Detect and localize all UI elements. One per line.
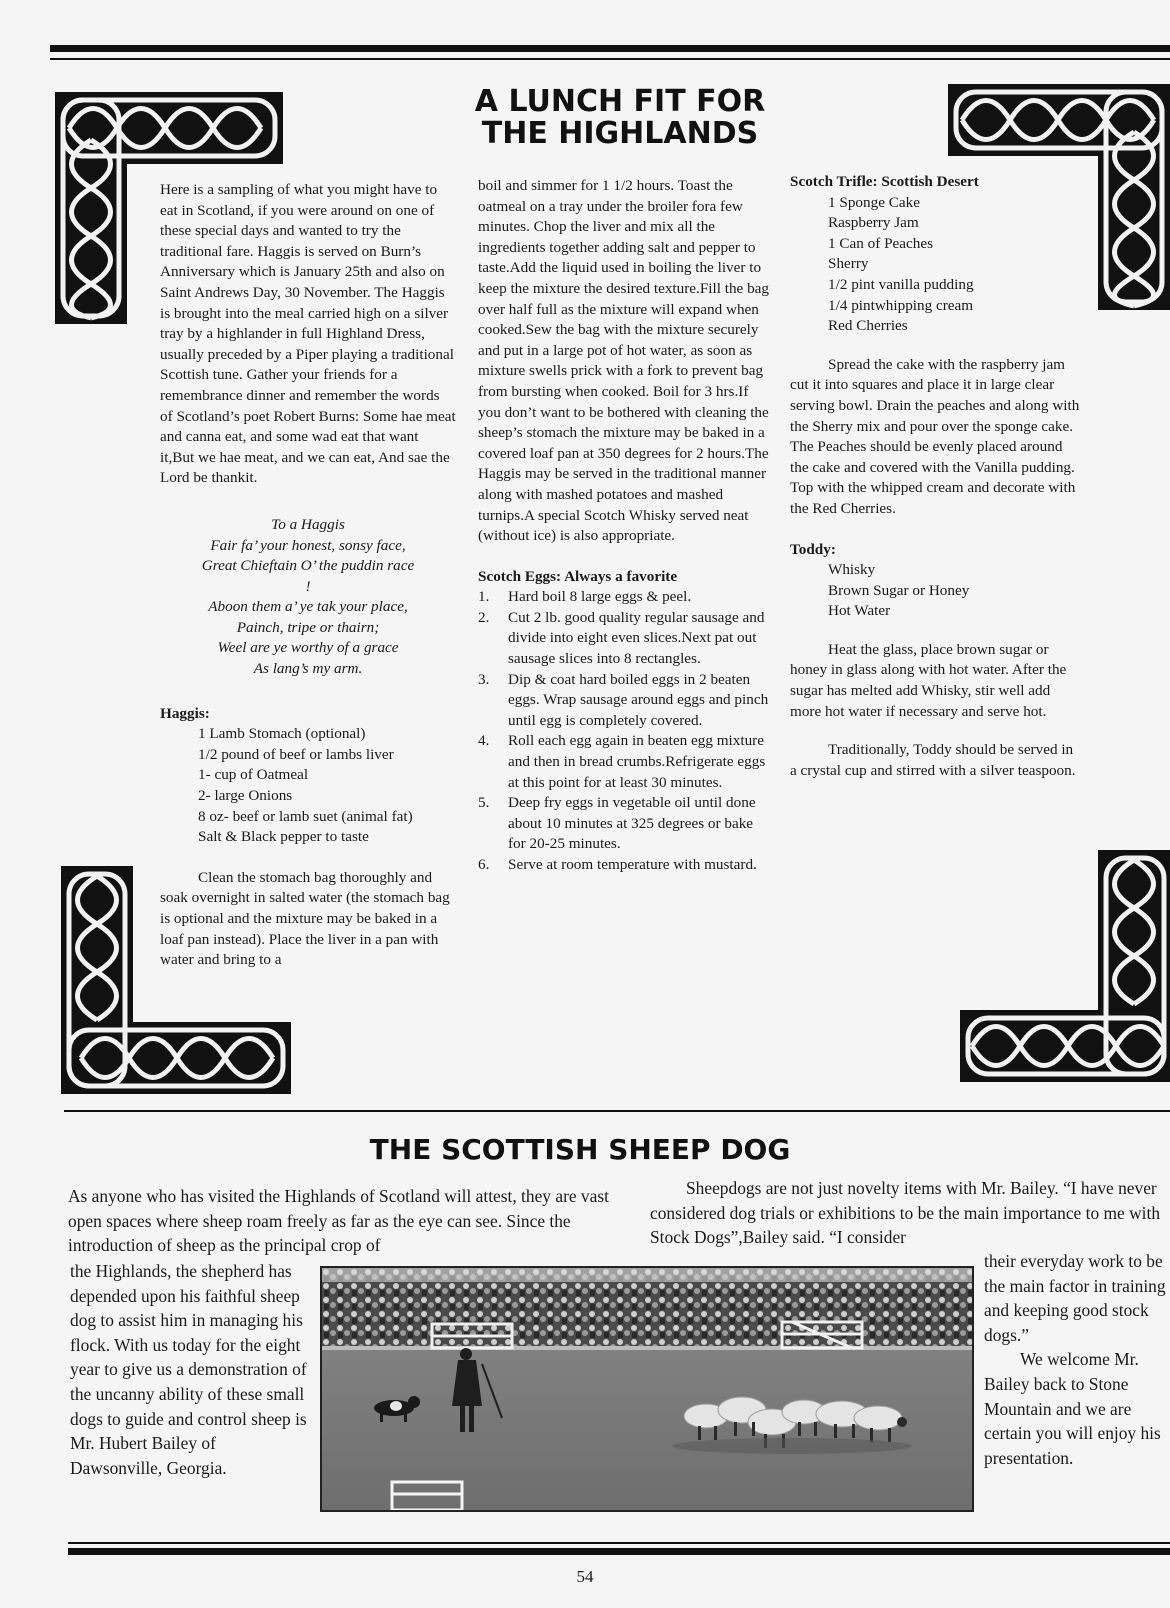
trifle-method: Spread the cake with the raspberry jam cut it into squares and place it in large clear serving bowl. Drain the peaches and along with the Sherry mix and pour over the sponge cake. The Peaches should be evenly placed around the cake and covered with the Vanilla pudding. Top with the whipped cream and decorate with the Red Cherries. xyxy=(790,355,1080,517)
bottom-rule-thick xyxy=(68,1548,1170,1555)
lunch-title-line2: THE HIGHLANDS xyxy=(481,116,759,151)
ingredient: Brown Sugar or Honey xyxy=(828,581,970,599)
poem-line: Painch, tripe or thairn; xyxy=(236,618,380,636)
sheepdog-left-top: As anyone who has visited the Highlands of Scotland will attest, they are vast open spaces where sheep roam freely as far as the eye can see. Since the introduction of sheep as the principal crop of xyxy=(68,1186,609,1256)
ingredient: 1 Can of Peaches xyxy=(828,234,934,252)
poem-line: Fair fa’ your honest, sonsy face, xyxy=(210,536,406,554)
trifle-ingredients xyxy=(828,193,1080,337)
list-item: 5. Deep fry eggs in vegetable oil until done about 10 minutes at 325 degrees or bake for 20-25 minutes. xyxy=(478,794,756,853)
lunch-intro: Here is a sampling of what you might have to eat in Scotland, if you were around on one of these special days and wanted to try the traditional fare. Haggis is served on Burn’s Anniversary which is January 25th and also on Saint Andrews Day, 30 November. The Haggis is brought into the meal carried high on a silver tray by a highlander in full Highland Dress, usually preceded by a Piper playing a traditional Scottish tune. Gather your friends for a remembrance dinner and remember the words of Scotland’s poet Robert Burns: Some hae meat and canna eat, and some wad eat that want it,But we hae meat, and we can eat, And sae the Lord be thankit. xyxy=(160,181,456,487)
ingredient: 1- cup of Oatmeal xyxy=(198,766,309,784)
ingredient: 1/2 pint vanilla pudding xyxy=(828,275,974,293)
haggis-heading: Haggis: xyxy=(160,704,210,722)
haggis-method-part1: Clean the stomach bag thoroughly and soak overnight in salted water (the stomach bag is optional and the mixture may be baked in a loaf pan instead). Place the liver in a pan with water and bring to a xyxy=(160,868,450,969)
poem-line: Weel are ye worthy of a grace xyxy=(217,639,399,657)
haggis-poem xyxy=(160,515,456,680)
haggis-ingredients xyxy=(198,724,456,848)
ingredient: Red Cherries xyxy=(828,317,908,335)
poem-line: Aboon them a’ ye tak your place, xyxy=(208,598,408,616)
ingredient: 8 oz- beef or lamb suet (animal fat) xyxy=(198,807,413,825)
list-item: 4. Roll each egg again in beaten egg mixture and then in bread crumbs.Refrigerate eggs at this point for at least 30 minutes. xyxy=(478,732,766,791)
ingredient: Whisky xyxy=(828,561,876,579)
haggis-method-part2: boil and simmer for 1 1/2 hours. Toast the oatmeal on a tray under the broiler fora few minutes. Chop the liver and mix all the ingredients together adding salt and pepper to taste.Add the liquid used in boiling the liver to keep the mixture the desired texture.Fill the bag over half full as the mixture will expand when cooked.Sew the bag with the mixture securely and put in a large pot of hot water, as soon as mixture swells prick with a fork to prevent bag from bursting when cooked. Boil for 3 hrs.If you don’t want to be bothered with cleaning the sheep’s stomach the mixture may be baked in a covered loaf pan at 350 degrees for 2 hours.The Haggis may be served in the traditional manner along with mashed potatoes and mashed turnips.A special Scotch Whisky served neat (without ice) is also appropriate. xyxy=(478,177,770,545)
sheepdog-right-bottom: their everyday work to be the main factor in training and keeping good stock dogs.” We welcome Mr. Bailey back to Stone Mountain and we are certain you will enjoy his presentation. xyxy=(984,1251,1166,1468)
poem-line: As lang’s my arm. xyxy=(253,660,363,678)
list-item: 3. Dip & coat hard boiled eggs in 2 beaten eggs. Wrap sausage around eggs and pinch until egg is completely covered. xyxy=(478,670,769,729)
poem-line: ! xyxy=(305,577,311,595)
page-number: 54 xyxy=(576,1567,594,1586)
celtic-knot-bottom-right-icon xyxy=(960,850,1170,1082)
section-divider xyxy=(64,1110,1170,1112)
ingredient: Sherry xyxy=(828,255,869,273)
ingredient: 1 Lamb Stomach (optional) xyxy=(198,725,366,743)
lunch-column-3 xyxy=(790,172,1080,781)
list-item: 6. Serve at room temperature with mustard. xyxy=(478,856,757,873)
ingredient: 1 Sponge Cake xyxy=(828,193,920,211)
toddy-method: Heat the glass, place brown sugar or honey in glass along with hot water. After the sugar has melted add Whisky, stir well add more hot water if necessary and serve hot. xyxy=(790,640,1067,720)
ingredient: 1/4 pintwhipping cream xyxy=(828,296,974,314)
scotch-eggs-steps xyxy=(478,587,774,875)
top-rule-thick xyxy=(50,45,1170,52)
sheepdog-trial-image-icon xyxy=(322,1268,972,1510)
ingredient: Hot Water xyxy=(828,602,891,620)
list-item: 2. Cut 2 lb. good quality regular sausage and divide into eight even slices.Next pat out sausage slices into 8 rectangles. xyxy=(478,608,765,668)
ingredient: Raspberry Jam xyxy=(828,214,919,232)
poem-line: Great Chieftain O’ the puddin race xyxy=(201,557,415,575)
toddy-note: Traditionally, Toddy should be served in a crystal cup and stirred with a silver teaspoon. xyxy=(790,741,1076,779)
toddy-heading: Toddy: xyxy=(790,540,836,558)
poem-line: To a Haggis xyxy=(271,515,345,533)
ingredient: 1/2 pound of beef or lambs liver xyxy=(198,745,394,763)
ingredient: Salt & Black pepper to taste xyxy=(198,828,369,846)
trifle-heading: Scotch Trifle: Scottish Desert xyxy=(790,173,979,190)
lunch-title-line1: A LUNCH FIT FOR xyxy=(474,84,766,119)
sheepdog-left-bottom: the Highlands, the shepherd has depended upon his faithful sheep dog to assist him in managing his flock. With us today for the eight year to give us a demonstration of the uncanny ability of these small dogs to guide and control sheep is Mr. Hubert Bailey of Dawsonville, Georgia. xyxy=(70,1261,307,1478)
sheepdog-trial-photo xyxy=(320,1266,974,1512)
sheepdog-title: THE SCOTTISH SHEEP DOG xyxy=(369,1133,791,1166)
lunch-title xyxy=(380,86,860,150)
lunch-column-2 xyxy=(478,176,774,876)
scotch-eggs-heading: Scotch Eggs: Always a favorite xyxy=(478,567,678,585)
sheepdog-right-top: Sheepdogs are not just novelty items with Mr. Bailey. “I have never considered dog trials or exhibitions to be the main importance to me with Stock Dogs”,Bailey said. “I consider xyxy=(650,1178,1161,1248)
lunch-column-1 xyxy=(160,180,456,971)
ingredient: 2- large Onions xyxy=(198,787,293,805)
top-rule-thin xyxy=(50,58,1170,60)
list-item: 1. Hard boil 8 large eggs & peel. xyxy=(478,588,692,606)
bottom-rule-thin xyxy=(68,1542,1170,1544)
toddy-ingredients xyxy=(828,560,1080,622)
